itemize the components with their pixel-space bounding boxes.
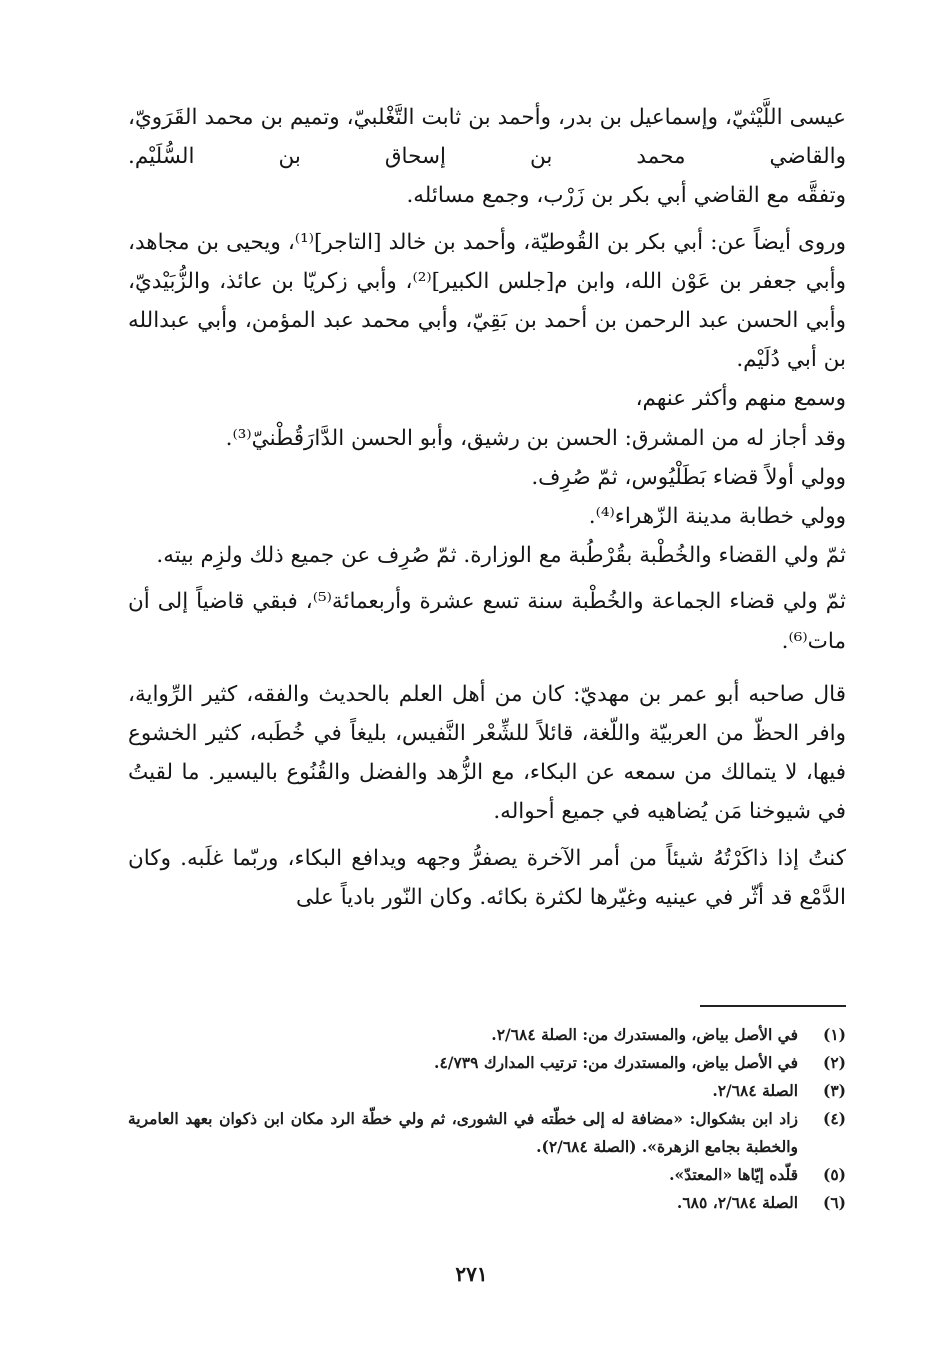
footnote-number: (٢) — [822, 1053, 846, 1072]
footnote-number: (١) — [822, 1025, 846, 1044]
footnote-number: (٣) — [822, 1081, 846, 1100]
footnote-text: قلّده إيّاها «المعتدّ». — [669, 1165, 798, 1184]
footnote-text: الصلة ٢/٦٨٤، ٦٨٥. — [676, 1193, 798, 1212]
paragraph-narrated: وروى أيضاً عن: أبي بكر بن القُوطيّة، وأحمد بن خالد [التاجر]⁽¹⁾، ويحيى بن مجاهد، وأبي جعفر بن عَوْن الله، وابن م[جلس الكبير]⁽²⁾، وأبي زكريّا بن عائذ، والزُّبَيْديّ، وأبي الحسن عبد الرحمن بن أحمد بن بَقِيّ، وأبي محمد عبد المؤمن، وأبي عبدالله بن أبي دُلَيْم. — [128, 229, 847, 373]
paragraph-zahra: وولي خطابة مدينة الزّهراء⁽⁴⁾. — [588, 504, 846, 530]
paragraph-ibn-mahdi: قال صاحبه أبو عمر بن مهديّ: كان من أهل العلم بالحديث والفقه، كثير الرِّواية، وافر الحظّ من العربيّة واللّغة، قائلاً للشِّعْر النَّفيس، بليغاً في خُطَبه، كثير الخشوع فيها، لا يتمالك من سمعه عن البكاء، مع الزُّهد والفضل والقُنُوع باليسير. ما لقيتُ في شيوخنا مَن يُضاهيه في جميع أحواله. — [128, 681, 846, 825]
footnotes — [128, 1021, 846, 1217]
page-number: ٢٧١ — [455, 1262, 488, 1286]
footnote-3 — [128, 1077, 846, 1105]
footnote-divider — [700, 1005, 846, 1007]
footnote-5 — [128, 1161, 846, 1189]
main-text — [128, 98, 846, 917]
footnote-1 — [128, 1021, 846, 1049]
paragraph-heard: وسمع منهم وأكثر عنهم، — [635, 386, 846, 412]
paragraph-teachers-continued: عيسى اللَّيْثيّ، وإسماعيل بن بدر، وأحمد بن ثابت التَّغْلبيّ، وتميم بن محمد القَرَويّ، والقاضي محمد بن إسحاق بن السُّلَيْم. — [128, 105, 846, 170]
footnote-text: في الأصل بياض، والمستدرك من: الصلة ٢/٦٨٤. — [491, 1025, 798, 1044]
paragraph-cordoba: ثمّ ولي القضاء والخُطْبة بقُرْطُبة مع الوزارة. ثمّ صُرِف عن جميع ذلك ولزِم بيته. — [156, 543, 846, 569]
paragraph-tafaqqah: وتفقَّه مع القاضي أبي بكر بن زَرْب، وجمع مسائله. — [406, 183, 846, 209]
footnote-4 — [128, 1105, 846, 1161]
footnote-2 — [128, 1049, 846, 1077]
footnote-number: (٥) — [822, 1165, 846, 1184]
footnote-text: الصلة ٢/٦٨٤. — [712, 1081, 798, 1100]
footnote-number: (٦) — [822, 1193, 846, 1212]
footnote-text: زاد ابن بشكوال: «مضافة له إلى خطّته في الشورى، ثم ولي خطّة الرد مكان ابن ذكوان بعهد العامرية والخطبة بجامع الزهرة». (الصلة ٢/٦٨٤). — [128, 1109, 798, 1156]
footnote-number: (٤) — [822, 1109, 846, 1128]
paragraph-badajoz: وولي أولاً قضاء بَطَلْيُوس، ثمّ صُرِف. — [531, 464, 846, 490]
footnote-6 — [128, 1189, 846, 1217]
footnote-text: في الأصل بياض، والمستدرك من: ترتيب المدارك ٤/٧٣٩. — [434, 1053, 798, 1072]
paragraph-ijaza: وقد أجاز له من المشرق: الحسن بن رشيق، وأبو الحسن الدَّارَقُطْنيّ⁽³⁾. — [225, 425, 846, 451]
paragraph-jamaa: ثمّ ولي قضاء الجماعة والخُطْبة سنة تسع عشرة وأربعمائة⁽⁵⁾، فبقي قاضياً إلى أن مات⁽⁶⁾. — [128, 589, 847, 654]
paragraph-weeping: كنتُ إذا ذاكَرْتُهُ شيئاً من أمر الآخرة يصفرُّ وجهه ويدافع البكاء، وربّما غلَبه. وكان الدَّمْع قد أثّر في عينيه وغيّرها لكثرة بكائه. وكان النّور بادياً على — [128, 845, 846, 910]
